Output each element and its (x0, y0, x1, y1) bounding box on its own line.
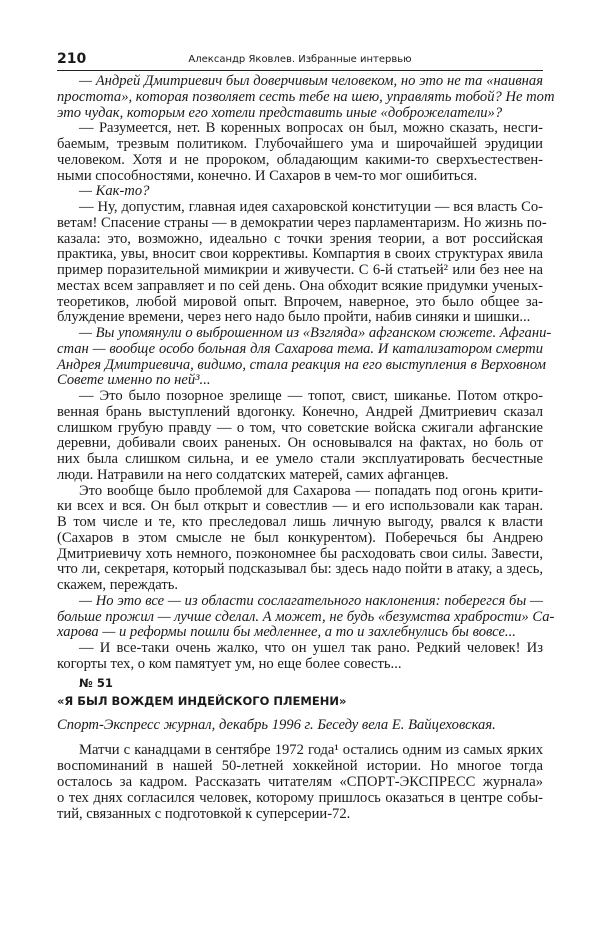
text-line: — Вы упомянули о выброшенном из «Взгляда» афганском сюжете. Афгани- (79, 325, 552, 341)
text-line: баемым, трезвым политиком. Глубочайшего ума и широчайшей эрудиции (57, 136, 543, 152)
text-line: ветам! Спасение страны — в демократии через парламентаризм. Но жизнь по- (57, 214, 547, 231)
paragraph (57, 199, 547, 326)
paragraph (57, 484, 543, 594)
paragraph (57, 121, 543, 184)
text-line: — Но это все — из области сослагательного наклонения: поберегся бы — (79, 592, 543, 609)
text-line: осталось за кадром. Рассказать читателям «СПОРТ-ЭКСПРЕСС журнала» (57, 774, 543, 790)
text-line: — Разумеется, нет. В коренных вопросах он был, можно сказать, несги- (79, 120, 543, 137)
text-line: — Ну, допустим, главная идея сахаровской конституции — вся власть Со- (79, 199, 543, 215)
text-line: Матчи с канадцами в сентябре 1972 года¹ остались одним из самых ярких (79, 742, 543, 758)
text-line: — Это было позорное зрелище — топот, свист, шиканье. Потом откро- (79, 388, 543, 404)
paragraph (57, 325, 552, 389)
paragraph (57, 641, 543, 673)
paragraph (57, 389, 543, 484)
text-line: — И все-таки очень жалко, что он ушел так рано. Редкий человек! Из (79, 640, 543, 656)
running-header (57, 50, 543, 71)
text-line: тий, связанных с подготовкой к суперсерии-72. (57, 806, 351, 822)
text-line: Андрея Дмитриевича, видимо, стала реакция на его выступления в Верховном (57, 356, 546, 373)
text-line: местах всем заправляет и по сей день. Она обходит всякие придумки ученых- (57, 277, 543, 294)
interview-text (57, 73, 555, 673)
text-line: пример поразительной мимикрии и живучести. С 6-й статьей² или без нее на (57, 262, 543, 278)
text-line: Совете именно по ней³... (57, 372, 211, 389)
text-line: стан — вообще особо больная для Сахарова тема. И катализатором смерти (57, 340, 543, 357)
section-intro-paragraph (57, 742, 543, 822)
text-line: больше прожил — лучше сделал. А может, не будь «безумства храбрости» Са- (57, 608, 555, 625)
text-line: — Андрей Дмитриевич был доверчивым человеком, но это не та «наивная (79, 73, 543, 89)
text-line: ными способностями, конечно. И Сахаров в чем-то мог ошибиться. (57, 167, 478, 184)
text-line: — Как-то? (79, 183, 150, 200)
page-number: 210 (57, 51, 87, 67)
text-line: практика, увы, вносит свои коррективы. Компартия в своих структурах явила (57, 246, 543, 263)
section-title: «Я БЫЛ ВОЖДЕМ ИНДЕЙСКОГО ПЛЕМЕНИ» (57, 694, 347, 708)
text-line: что ли, секретаря, который подсказывал бы: здесь надо пойти в атаку, а здесь, (57, 561, 543, 578)
text-line: деревни, добивали своих раненых. Он основывался на фактах, но боль от (57, 435, 543, 452)
running-title: Александр Яковлев. Избранные интервью (188, 54, 412, 65)
paragraph (57, 742, 543, 822)
text-line: воспоминаний в нашей 50-летней хоккейной истории. Но многое тогда (57, 758, 543, 774)
section-number: № 51 (79, 676, 113, 690)
text-line: человеком. Хотя и не пророком, обладающим какими-то сверхъестествен- (57, 151, 543, 168)
text-line: простота», которая позволяет сесть тебе на шею, управлять тобой? Не тот (57, 88, 555, 105)
text-line: них была слишком сильна, и ее умело стали эксплуатировать бесчестные (57, 451, 543, 467)
text-line: о тех днях согласился человек, которому пришлось оказаться в центре собы- (57, 790, 543, 806)
paragraph (57, 592, 555, 641)
section-source: Спорт-Экспресс журнал, декабрь 1996 г. Беседу вела Е. Вайцеховская. (57, 717, 496, 733)
text-line: когорты тех, о ком памятует ум, но еще более совесть... (57, 655, 402, 672)
paragraph (57, 184, 543, 200)
text-line: казала: это, возможно, идеально с точки зрения теории, а вот российская (57, 230, 543, 247)
text-line: венная брань выступлений вдогонку. Конечно, Андрей Дмитриевич сказал (57, 403, 543, 420)
text-line: это чудак, которым его хотели представить иные «доброжелатели»? (57, 104, 503, 121)
text-line: Дмитриевичу хоть немного, поэкономнее бы расходовать свои силы. Завести, (57, 545, 543, 562)
paragraph (57, 73, 555, 121)
text-line: скажем, переждать. (57, 577, 179, 593)
text-line: Это вообще было проблемой для Сахарова — попадать под огонь крити- (79, 482, 543, 499)
text-line: харова — и реформы пошли бы медленнее, а то и захлебнулись бы вовсе... (57, 624, 516, 641)
text-line: ки всех и вся. Он был открыт и совестлив — и его использовали как таран. (57, 498, 543, 515)
text-line: блуждение времени, через него надо было пройти, набив синяки и шишки... (57, 309, 531, 326)
text-line: люди. Натравили на него солдатских матерей, самих афганцев. (57, 466, 449, 483)
text-line: В том числе и те, кто преследовал лишь личную выгоду, рвался к власти (57, 514, 543, 530)
text-line: (Сахаров в этом смысле не был конкурентом). Поберечься бы Андрею (57, 529, 543, 546)
text-line: теоретиков, любой мировой опыт. Впрочем, наверное, это было общее за- (57, 293, 543, 310)
text-line: слишком грубую правду — о том, что советские войска сжигали афганские (57, 419, 543, 436)
